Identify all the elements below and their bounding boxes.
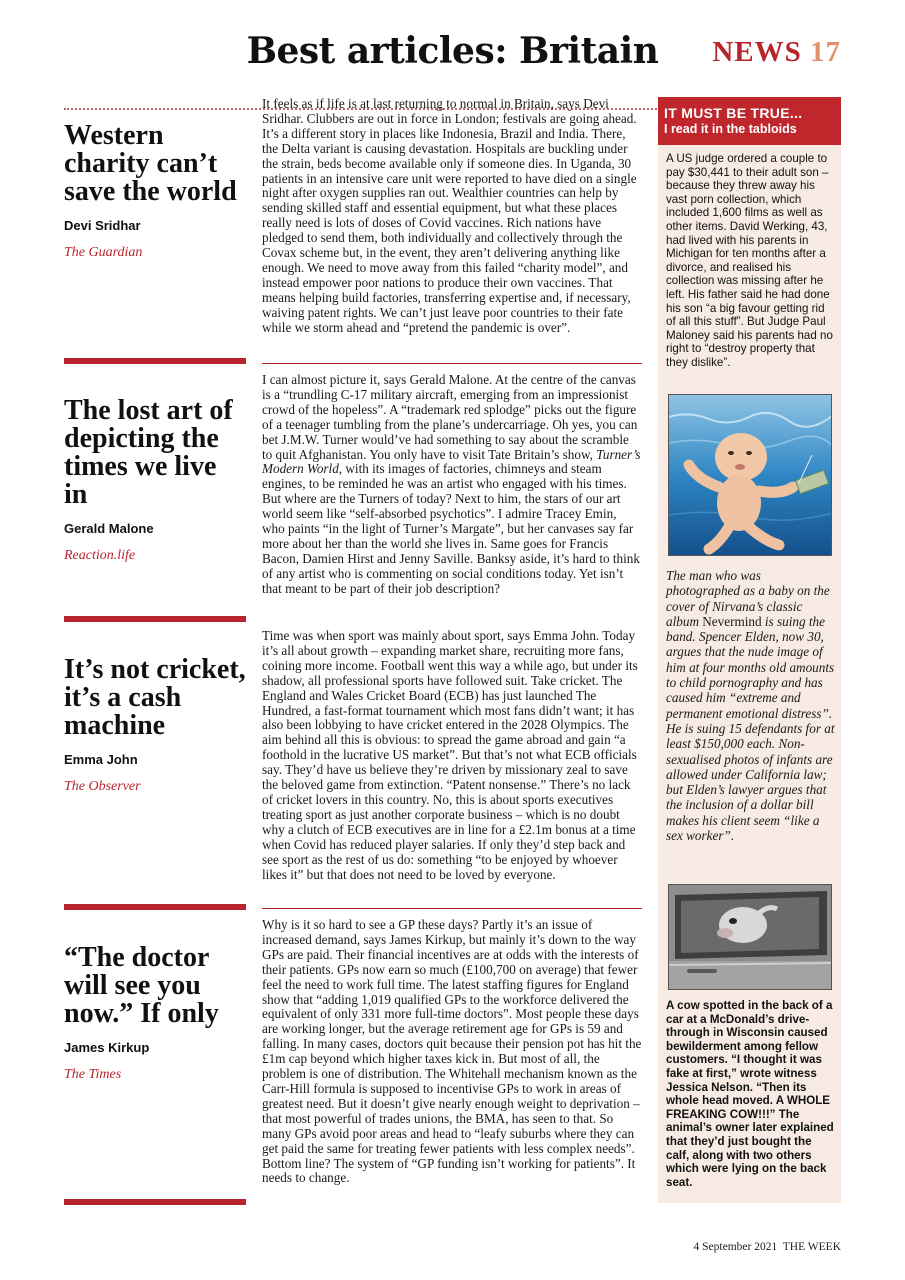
sidebar-story-cow: A cow spotted in the back of a car at a McDonald’s drive-through in Wisconsin caused bewilderment among fellow customers. “I thought it was fake at first,” wrote witness Jessica Nelson. “Then its whole head moved. A WHOLE FREAKING COW!!!” The animal’s owner later explained that they’d just bought the calf, along with two others which were lying on the back seat. (666, 999, 834, 1189)
article-sidebar (64, 397, 246, 564)
article-source: The Times (64, 1067, 122, 1082)
article-cricket (64, 629, 642, 911)
article-headline: It’s not cricket, it’s a cash machine (64, 654, 246, 741)
nevermind-baby-photo (668, 394, 832, 556)
article-author: James Kirkup (64, 1040, 150, 1055)
sidebar-banner (658, 97, 841, 145)
section-label (712, 36, 841, 69)
article-headline: “The doctor will see you now.” If only (64, 942, 219, 1029)
article-author: Devi Sridhar (64, 218, 141, 233)
article-source: The Guardian (64, 245, 143, 260)
article-doctor (64, 918, 642, 1208)
sidebar-story-judge: A US judge ordered a couple to pay $30,441 to their adult son – because they threw away his vast porn collection, which included 1,600 films as well as other items. David Werking, 43, had lived with his parents in Michigan for ten months after a divorce, and realised his collection was missing after he left. His father said he had done his son “a big favour getting rid of all this stuff”. But Judge Paul Maloney said his parents had no right to “destroy property that they dislike”. (666, 152, 833, 369)
article-body-text: , with its images of factories, chimneys and steam engines, to be reminded he was an artist who engaged with his times. But where are the Turners of today? Next to him, the stars of our art world seem like “self-absorbed psychotics”. I admire Tracey Emin, who paints “in the light of Turner’s Margate”, but her canvases say far more about her than the world she lives in. Same goes for Francis Bacon, Damien Hirst and Jenny Saville. Banksy aside, it’s hard to think of any artist who is commenting on social conditions today. Yet isn’t that meant to be part of their job description? (262, 461, 640, 596)
caption-text: is suing the band. Spencer Elden, now 30, argues that the nude image of him at four months old amounts to child pornography and has caused him “extreme and permanent emotional distress”. He is suing 15 defendants for at least $150,000 each. Non-sexualised photos of infants are allowed under California law; but Elden’s lawyer argues that the inclusion of a dollar bill makes his client seem “like a sex worker”. (666, 613, 835, 844)
sidebar-caption-nirvana (666, 568, 836, 843)
article-source: Reaction.life (64, 548, 136, 563)
cow-in-car-photo (668, 884, 832, 990)
article-headline: The lost art of depicting the times we live in (64, 395, 233, 510)
article-lost-art (64, 373, 642, 625)
article-author: Emma John (64, 752, 138, 767)
article-red-rule (64, 1199, 246, 1205)
section-word: NEWS (712, 36, 802, 68)
article-red-rule (64, 904, 246, 910)
article-separator (262, 363, 642, 364)
article-sidebar (64, 656, 246, 795)
page-number: 17 (810, 36, 841, 68)
exhibition-title: Turner’s Modern World (262, 446, 641, 477)
article-red-rule (64, 358, 246, 364)
article-body: Time was when sport was mainly about sport, says Emma John. Today it’s all about growth – expanding market share, recruiting more fans, coining more income. Football went this way a while ago, but under its shadow, all professional sports have followed suit. Take cricket. The England and Wales Cricket Board (ECB) has just launched The Hundred, a fast-format tournament which most fans didn’t want; it has also been lobbying to have cricket entered in the 2028 Olympics. The aim behind all this is obvious: to spread the game abroad and gain “a foothold in the lucrative US market”. But that’s not what ECB officials say. They’d have us believe they’re driven by missionary zeal to save the beloved game from extinction. “Patent nonsense.” There’s no lack of cricket lovers in this country. No, this is about sports executives treating sport as just another corporate business – which is no doubt why a clutch of ECB executives are in line for a £2.1m bonus at a time when Covid has reduced player salaries. If only they’d step back and see sport as the rest of us do: something “to be enjoyed by whoever likes it” but that does not need to be loved by everyone. (262, 628, 638, 882)
article-headline: Western charity can’t save the world (64, 120, 237, 207)
article-author: Gerald Malone (64, 521, 154, 536)
page-title: Best articles: Britain (246, 30, 659, 72)
article-sidebar (64, 122, 246, 261)
article-body (262, 373, 642, 597)
article-red-rule (64, 616, 246, 622)
issue-date: 4 September 2021 (693, 1241, 778, 1253)
article-western-charity (64, 97, 642, 365)
article-separator (262, 908, 642, 909)
publication-name: THE WEEK (782, 1241, 841, 1253)
article-body-text: I can almost picture it, says Gerald Malone. At the centre of the canvas is a “trundling C-17 military aircraft, emerging from an impressionist crowd of the hopeless”. A “trademark red splodge” picks out the figure of a teenager tumbling from the plane’s undercarriage. Oh yes, you can bet J.M.W. Turner would’ve had something to say about the scramble to quit Afghanistan. You only have to visit Tate Britain’s show, (262, 372, 638, 462)
article-sidebar (64, 944, 246, 1083)
article-body: Why is it so hard to see a GP these days? Partly it’s an issue of increased demand, says James Kirkup, but mainly it’s down to the way GPs are paid. Their financial incentives are at odds with the interests of their patients. GPs now earn so much (£100,700 on average) that fewer feel the need to work full time. The latest staffing figures for England show that “adding 1,019 qualified GPs to the workforce delivered the equivalent of only 331 more full-time doctors”. Most people these days are working longer, but the average retirement age for GPs is 59 and falling. In many cases, doctors quit because their pension pot has hit the £1m cap beyond which higher taxes kick in. But most of all, the problem is one of distribution. The Whitehall mechanism known as the Carr-Hill formula is supposed to incentivise GPs to work in areas of greatest need. But it doesn’t give nearly enough weight to deprivation – that most powerful of trades unions, the BMA, has seen to that. So many GPs avoid poor areas and head to “leafy suburbs where they can get paid the same for treating fewer patients with less complex needs”. Bottom line? The system of “GP funding isn’t working for patients”. It needs to change. (262, 917, 642, 1186)
caption-text: The man who was photographed as a baby on the cover of Nirvana’s classic album (666, 568, 830, 629)
sidebar-banner-title: IT MUST BE TRUE... (664, 105, 803, 121)
page-header (0, 30, 905, 80)
article-source: The Observer (64, 779, 141, 794)
album-title: Nevermind (702, 613, 762, 629)
article-body: It feels as if life is at last returning to normal in Britain, says Devi Sridhar. Clubbers are out in force in London; festivals are going ahead. It’s a different story in places like Indonesia, Brazil and India. There, the Delta variant is causing devastation. Hospitals are buckling under the strain, beds become available only if someone dies. In Uganda, 30 patients in an intensive care unit were reported to have died on a single night after oxygen supplies ran out. Wealthier countries can help by sending skilled staff and essential equipment, but what these places really need is lots of doses of Covid vaccines. Rich nations have pledged to send them, both individually and collectively through the Covax scheme but, in the event, they aren’t delivering anything like enough. We need to move away from this failed “charity model”, and instead empower poor nations to produce their own vaccines. That means helping build factories, transferring expertise and, if necessary, waiving patent rights. We can’t just leave poor countries to their fate while we storm ahead and “pretend the pandemic is over”. (262, 96, 637, 335)
tabloid-sidebar (658, 97, 841, 1203)
page-footer (694, 1241, 841, 1253)
sidebar-banner-subtitle: I read it in the tabloids (664, 122, 797, 136)
